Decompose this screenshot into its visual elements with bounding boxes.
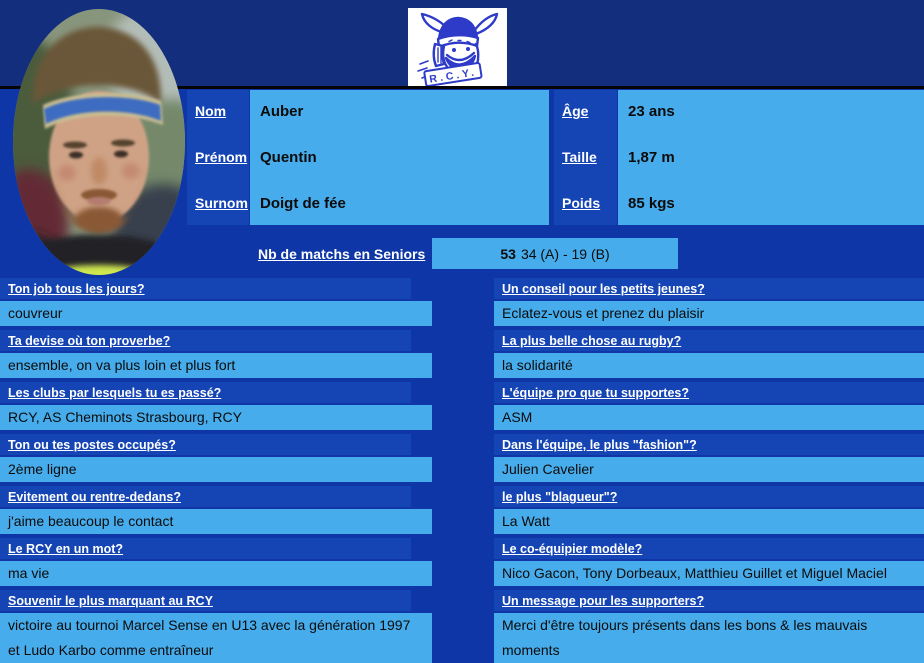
qa-pair xyxy=(0,486,432,534)
qa-question-text: Evitement ou rentre-dedans? xyxy=(8,490,181,504)
qa-pair xyxy=(0,434,432,482)
label-surnom: Surnom xyxy=(195,195,248,211)
qa-pair xyxy=(0,590,432,663)
qa-column-right xyxy=(494,278,924,663)
qa-question xyxy=(494,382,924,403)
qa-question xyxy=(0,382,411,403)
qa-pair xyxy=(494,330,924,378)
qa-pair xyxy=(494,434,924,482)
matches-value-box xyxy=(432,238,678,269)
qa-pair xyxy=(494,278,924,326)
smile xyxy=(447,53,474,60)
qa-question-text: Ta devise où ton proverbe? xyxy=(8,334,171,348)
qa-question xyxy=(494,538,924,559)
stats-value-panel xyxy=(618,90,924,225)
qa-answer: couvreur xyxy=(0,301,432,326)
qa-question xyxy=(494,434,924,455)
label-age: Âge xyxy=(562,103,589,119)
qa-answer: 2ème ligne xyxy=(0,457,432,482)
qa-answer: Julien Cavelier xyxy=(494,457,924,482)
value-surnom: Doigt de fée xyxy=(260,195,346,212)
qa-question xyxy=(494,330,924,351)
qa-pair xyxy=(0,278,432,326)
qa-question-text: Le co-équipier modèle? xyxy=(502,542,643,556)
stats-label-strip xyxy=(554,90,617,225)
qa-answer: RCY, AS Cheminots Strasbourg, RCY xyxy=(0,405,432,430)
qa-pair xyxy=(494,382,924,430)
qa-answer: Nico Gacon, Tony Dorbeaux, Matthieu Guillet et Miguel Maciel xyxy=(494,561,924,586)
player-photo xyxy=(13,9,185,275)
right-horn xyxy=(474,14,497,34)
qa-question-text: Un conseil pour les petits jeunes? xyxy=(502,282,705,296)
value-prenom: Quentin xyxy=(260,149,317,166)
qa-answer: Eclatez-vous et prenez du plaisir xyxy=(494,301,924,326)
value-nom: Auber xyxy=(260,103,304,120)
label-nom: Nom xyxy=(195,103,227,119)
qa-question xyxy=(0,538,411,559)
label-poids: Poids xyxy=(562,195,601,211)
matches-label: Nb de matchs en Seniors xyxy=(258,246,426,262)
qa-pair xyxy=(494,590,924,663)
qa-question-text: Un message pour les supporters? xyxy=(502,594,705,608)
qa-question xyxy=(494,590,924,611)
qa-answer: la solidarité xyxy=(494,353,924,378)
value-age: 23 ans xyxy=(628,103,675,120)
qa-question xyxy=(494,278,924,299)
qa-pair xyxy=(0,538,432,586)
matches-total: 53 xyxy=(500,245,516,262)
qa-column-left xyxy=(0,278,432,663)
qa-pair xyxy=(494,538,924,586)
logo-banner-text: R.C.Y. xyxy=(428,66,478,86)
qa-answer: ma vie xyxy=(0,561,432,586)
qa-question xyxy=(0,486,411,507)
qa-question xyxy=(494,486,924,507)
qa-question-text: Dans l'équipe, le plus "fashion"? xyxy=(502,438,697,452)
logo-banner xyxy=(424,63,482,86)
qa-question xyxy=(0,278,411,299)
qa-question-text: Souvenir le plus marquant au RCY xyxy=(8,594,213,608)
qa-question-text: Ton ou tes postes occupés? xyxy=(8,438,176,452)
value-poids: 85 kgs xyxy=(628,195,675,212)
qa-question xyxy=(0,590,411,611)
qa-answer: j'aime beaucoup le contact xyxy=(0,509,432,534)
qa-question xyxy=(0,330,411,351)
qa-question-text: Les clubs par lesquels tu es passé? xyxy=(8,386,222,400)
label-taille: Taille xyxy=(562,149,597,165)
qa-question-text: La plus belle chose au rugby? xyxy=(502,334,682,348)
label-prenom: Prénom xyxy=(195,149,248,165)
qa-question-text: Ton job tous les jours? xyxy=(8,282,145,296)
player-photo-image xyxy=(13,9,185,275)
qa-answer: victoire au tournoi Marcel Sense en U13 avec la génération 1997 et Ludo Karbo comme entraîneur xyxy=(0,613,432,663)
qa-question-text: L'équipe pro que tu supportes? xyxy=(502,386,689,400)
qa-answer: ensemble, on va plus loin et plus fort xyxy=(0,353,432,378)
identity-value-panel xyxy=(250,90,549,225)
qa-answer: ASM xyxy=(494,405,924,430)
qa-answer: La Watt xyxy=(494,509,924,534)
value-taille: 1,87 m xyxy=(628,149,675,166)
identity-label-strip xyxy=(187,90,249,225)
qa-question xyxy=(0,434,411,455)
qa-pair xyxy=(0,330,432,378)
qa-question-text: Le RCY en un mot? xyxy=(8,542,124,556)
qa-pair xyxy=(494,486,924,534)
qa-pair xyxy=(0,382,432,430)
qa-answer: Merci d'être toujours présents dans les bons & les mauvais moments xyxy=(494,613,924,663)
matches-breakdown: 34 (A) - 19 (B) xyxy=(520,245,610,262)
qa-question-text: le plus "blagueur"? xyxy=(502,490,618,504)
club-logo xyxy=(408,8,507,86)
